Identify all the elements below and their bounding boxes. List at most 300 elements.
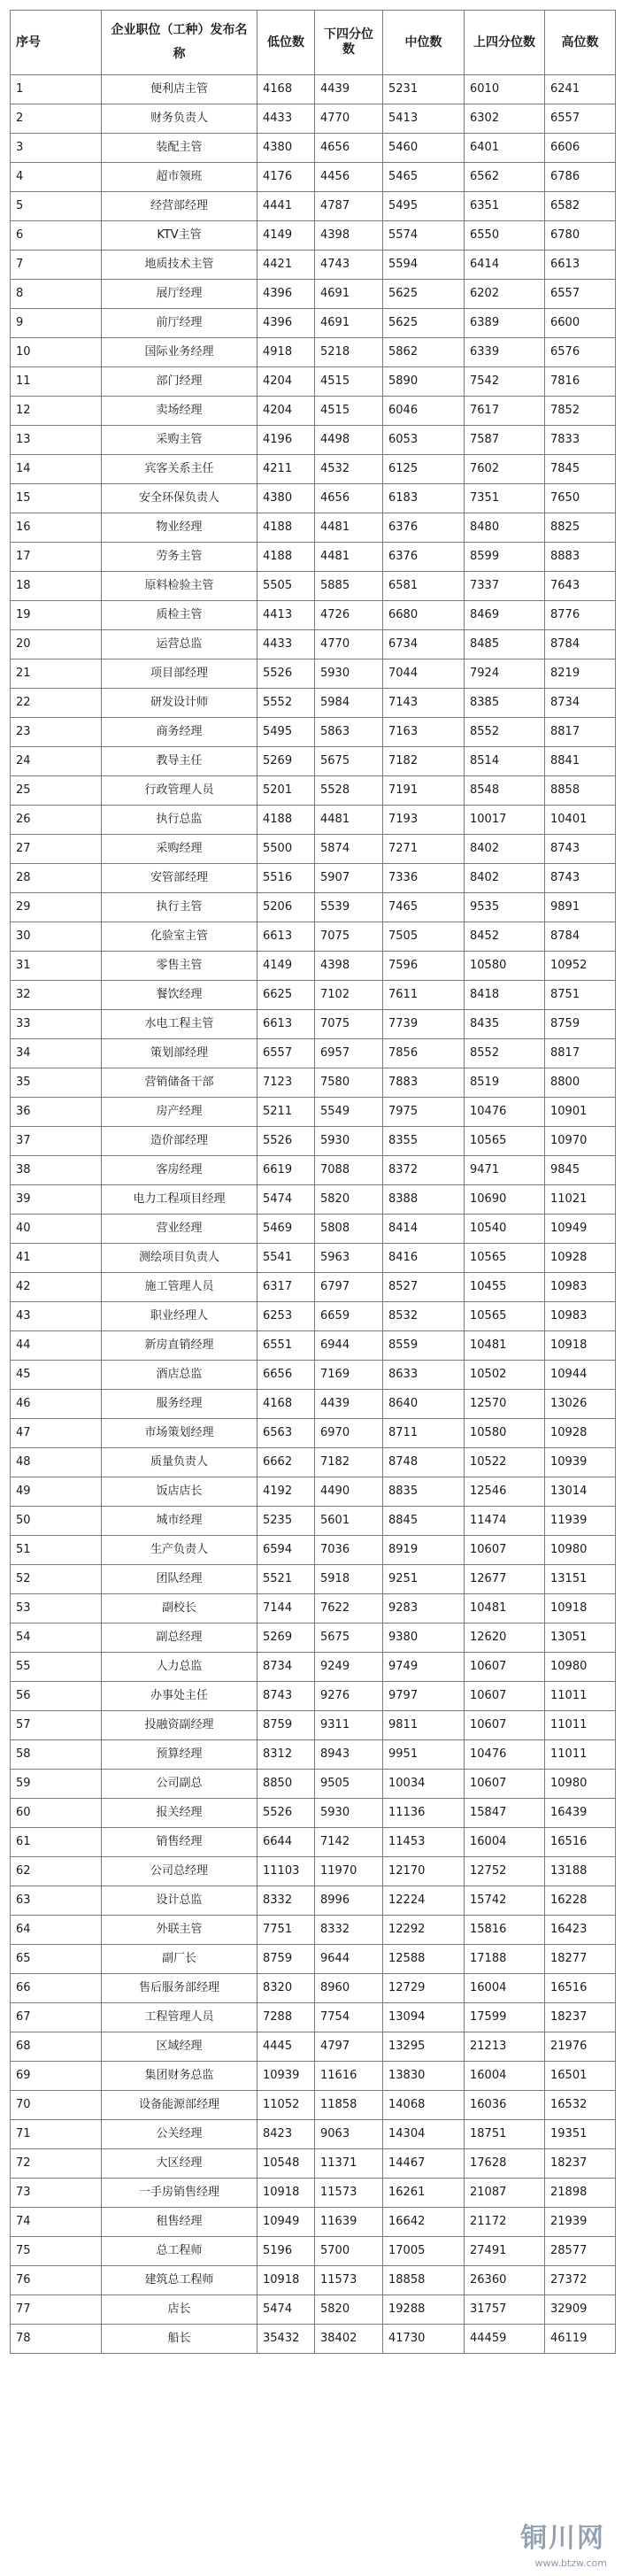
cell-position: 造价部经理 xyxy=(102,1127,257,1156)
cell-low: 4149 xyxy=(257,952,315,981)
cell-index: 7 xyxy=(11,251,102,280)
cell-upper-quartile: 7924 xyxy=(465,659,545,689)
cell-high: 9891 xyxy=(545,893,616,922)
cell-lower-quartile: 4481 xyxy=(315,513,383,543)
cell-low: 6662 xyxy=(257,1448,315,1477)
cell-lower-quartile: 5528 xyxy=(315,776,383,806)
cell-low: 11103 xyxy=(257,1857,315,1886)
cell-lower-quartile: 4515 xyxy=(315,397,383,426)
cell-lower-quartile: 7142 xyxy=(315,1828,383,1857)
table-row xyxy=(11,659,616,689)
cell-lower-quartile: 5549 xyxy=(315,1098,383,1127)
cell-position: 地质技术主管 xyxy=(102,251,257,280)
cell-upper-quartile: 10455 xyxy=(465,1273,545,1302)
cell-high: 10983 xyxy=(545,1273,616,1302)
table-row xyxy=(11,776,616,806)
cell-upper-quartile: 10607 xyxy=(465,1653,545,1682)
cell-median: 11136 xyxy=(383,1799,465,1828)
cell-lower-quartile: 8943 xyxy=(315,1740,383,1770)
cell-upper-quartile: 15742 xyxy=(465,1886,545,1916)
cell-low: 5526 xyxy=(257,659,315,689)
cell-lower-quartile: 4691 xyxy=(315,280,383,309)
cell-lower-quartile: 9311 xyxy=(315,1711,383,1740)
cell-lower-quartile: 8996 xyxy=(315,1886,383,1916)
cell-low: 5269 xyxy=(257,1623,315,1653)
cell-median: 12292 xyxy=(383,1916,465,1945)
cell-high: 8817 xyxy=(545,718,616,747)
cell-low: 4188 xyxy=(257,543,315,572)
cell-high: 8841 xyxy=(545,747,616,776)
table-row xyxy=(11,1331,616,1361)
cell-position: 总工程师 xyxy=(102,2237,257,2266)
cell-low: 6317 xyxy=(257,1273,315,1302)
cell-lower-quartile: 5963 xyxy=(315,1244,383,1273)
table-row xyxy=(11,718,616,747)
cell-high: 16501 xyxy=(545,2062,616,2091)
cell-median: 12224 xyxy=(383,1886,465,1916)
cell-median: 7505 xyxy=(383,922,465,952)
cell-position: 安管部经理 xyxy=(102,864,257,893)
cell-position: 团队经理 xyxy=(102,1565,257,1594)
cell-position: 设计总监 xyxy=(102,1886,257,1916)
cell-median: 9951 xyxy=(383,1740,465,1770)
cell-index: 26 xyxy=(11,806,102,835)
header-high: 高位数 xyxy=(545,11,616,75)
cell-median: 8845 xyxy=(383,1507,465,1536)
cell-index: 3 xyxy=(11,134,102,163)
cell-upper-quartile: 8452 xyxy=(465,922,545,952)
cell-upper-quartile: 10580 xyxy=(465,1419,545,1448)
watermark-url: www.btzw.com xyxy=(534,2557,607,2569)
cell-high: 6582 xyxy=(545,192,616,221)
cell-low: 6656 xyxy=(257,1361,315,1390)
cell-position: 营销储备干部 xyxy=(102,1068,257,1098)
cell-position: 饭店店长 xyxy=(102,1477,257,1507)
cell-upper-quartile: 8548 xyxy=(465,776,545,806)
cell-median: 6581 xyxy=(383,572,465,601)
cell-lower-quartile: 11573 xyxy=(315,2179,383,2208)
cell-upper-quartile: 16004 xyxy=(465,2062,545,2091)
cell-index: 51 xyxy=(11,1536,102,1565)
table-row xyxy=(11,1799,616,1828)
cell-lower-quartile: 7036 xyxy=(315,1536,383,1565)
cell-index: 15 xyxy=(11,484,102,513)
header-position: 企业职位（工种）发布名称 xyxy=(102,11,257,75)
cell-median: 9797 xyxy=(383,1682,465,1711)
cell-index: 75 xyxy=(11,2237,102,2266)
cell-low: 4413 xyxy=(257,601,315,630)
table-body xyxy=(11,75,616,2354)
cell-high: 8219 xyxy=(545,659,616,689)
cell-high: 7845 xyxy=(545,455,616,484)
table-row xyxy=(11,1390,616,1419)
cell-index: 39 xyxy=(11,1185,102,1215)
table-row xyxy=(11,1623,616,1653)
cell-lower-quartile: 4515 xyxy=(315,367,383,397)
cell-high: 6241 xyxy=(545,75,616,104)
cell-index: 49 xyxy=(11,1477,102,1507)
cell-upper-quartile: 6550 xyxy=(465,221,545,251)
cell-low: 4433 xyxy=(257,630,315,659)
cell-median: 5495 xyxy=(383,192,465,221)
cell-lower-quartile: 7102 xyxy=(315,981,383,1010)
cell-median: 8355 xyxy=(383,1127,465,1156)
cell-upper-quartile: 8552 xyxy=(465,718,545,747)
table-row xyxy=(11,1594,616,1623)
cell-lower-quartile: 5808 xyxy=(315,1215,383,1244)
cell-lower-quartile: 5700 xyxy=(315,2237,383,2266)
cell-position: 公司总经理 xyxy=(102,1857,257,1886)
cell-position: 公司副总 xyxy=(102,1770,257,1799)
cell-high: 10952 xyxy=(545,952,616,981)
table-row xyxy=(11,543,616,572)
table-row xyxy=(11,2120,616,2149)
cell-median: 9380 xyxy=(383,1623,465,1653)
cell-upper-quartile: 12546 xyxy=(465,1477,545,1507)
cell-position: 便利店主管 xyxy=(102,75,257,104)
table-row xyxy=(11,1068,616,1098)
cell-position: 设备能源部经理 xyxy=(102,2091,257,2120)
cell-high: 6606 xyxy=(545,134,616,163)
cell-low: 5516 xyxy=(257,864,315,893)
table-row xyxy=(11,1273,616,1302)
table-row xyxy=(11,1361,616,1390)
cell-high: 8883 xyxy=(545,543,616,572)
cell-high: 8858 xyxy=(545,776,616,806)
cell-median: 5862 xyxy=(383,338,465,367)
table-row xyxy=(11,1565,616,1594)
cell-index: 42 xyxy=(11,1273,102,1302)
cell-upper-quartile: 26360 xyxy=(465,2266,545,2295)
table-row xyxy=(11,426,616,455)
cell-upper-quartile: 12752 xyxy=(465,1857,545,1886)
cell-index: 41 xyxy=(11,1244,102,1273)
cell-index: 21 xyxy=(11,659,102,689)
cell-high: 18237 xyxy=(545,2003,616,2032)
table-row xyxy=(11,251,616,280)
cell-position: 预算经理 xyxy=(102,1740,257,1770)
cell-upper-quartile: 12620 xyxy=(465,1623,545,1653)
cell-index: 23 xyxy=(11,718,102,747)
table-row xyxy=(11,2032,616,2062)
cell-low: 4176 xyxy=(257,163,315,192)
cell-median: 11453 xyxy=(383,1828,465,1857)
cell-index: 33 xyxy=(11,1010,102,1039)
cell-high: 10980 xyxy=(545,1770,616,1799)
cell-median: 7336 xyxy=(383,864,465,893)
cell-median: 16642 xyxy=(383,2208,465,2237)
cell-low: 5552 xyxy=(257,689,315,718)
cell-position: 新房直销经理 xyxy=(102,1331,257,1361)
cell-median: 5413 xyxy=(383,104,465,134)
cell-median: 13094 xyxy=(383,2003,465,2032)
cell-low: 10548 xyxy=(257,2149,315,2179)
cell-high: 10949 xyxy=(545,1215,616,1244)
cell-position: 采购主管 xyxy=(102,426,257,455)
cell-upper-quartile: 10502 xyxy=(465,1361,545,1390)
table-row xyxy=(11,1127,616,1156)
table-row xyxy=(11,1770,616,1799)
cell-low: 7288 xyxy=(257,2003,315,2032)
cell-lower-quartile: 5863 xyxy=(315,718,383,747)
cell-lower-quartile: 7169 xyxy=(315,1361,383,1390)
cell-lower-quartile: 4439 xyxy=(315,75,383,104)
table-row xyxy=(11,689,616,718)
cell-median: 9283 xyxy=(383,1594,465,1623)
cell-low: 8423 xyxy=(257,2120,315,2149)
cell-index: 76 xyxy=(11,2266,102,2295)
cell-position: 建筑总工程师 xyxy=(102,2266,257,2295)
cell-upper-quartile: 17188 xyxy=(465,1945,545,1974)
cell-median: 5465 xyxy=(383,163,465,192)
table-row xyxy=(11,1857,616,1886)
cell-low: 4168 xyxy=(257,75,315,104)
cell-upper-quartile: 8480 xyxy=(465,513,545,543)
cell-median: 12729 xyxy=(383,1974,465,2003)
cell-low: 4211 xyxy=(257,455,315,484)
table-row xyxy=(11,1682,616,1711)
cell-high: 8743 xyxy=(545,835,616,864)
cell-low: 11052 xyxy=(257,2091,315,2120)
cell-median: 7856 xyxy=(383,1039,465,1068)
cell-upper-quartile: 10481 xyxy=(465,1594,545,1623)
cell-low: 4421 xyxy=(257,251,315,280)
cell-high: 8743 xyxy=(545,864,616,893)
cell-median: 5574 xyxy=(383,221,465,251)
cell-low: 4918 xyxy=(257,338,315,367)
cell-position: 采购经理 xyxy=(102,835,257,864)
cell-lower-quartile: 5675 xyxy=(315,1623,383,1653)
cell-low: 5211 xyxy=(257,1098,315,1127)
cell-high: 11021 xyxy=(545,1185,616,1215)
cell-lower-quartile: 11616 xyxy=(315,2062,383,2091)
cell-low: 4204 xyxy=(257,397,315,426)
table-row xyxy=(11,835,616,864)
table-row xyxy=(11,630,616,659)
cell-lower-quartile: 7182 xyxy=(315,1448,383,1477)
cell-lower-quartile: 7088 xyxy=(315,1156,383,1185)
cell-lower-quartile: 9063 xyxy=(315,2120,383,2149)
cell-position: 区域经理 xyxy=(102,2032,257,2062)
cell-median: 7271 xyxy=(383,835,465,864)
watermark-logo-text: 铜川网 xyxy=(520,2523,605,2554)
cell-lower-quartile: 5601 xyxy=(315,1507,383,1536)
cell-lower-quartile: 4743 xyxy=(315,251,383,280)
cell-lower-quartile: 11639 xyxy=(315,2208,383,2237)
table-header-row xyxy=(11,11,616,75)
cell-median: 19288 xyxy=(383,2295,465,2325)
cell-high: 32909 xyxy=(545,2295,616,2325)
cell-position: 国际业务经理 xyxy=(102,338,257,367)
cell-low: 6613 xyxy=(257,1010,315,1039)
cell-high: 7643 xyxy=(545,572,616,601)
cell-lower-quartile: 4481 xyxy=(315,806,383,835)
cell-index: 11 xyxy=(11,367,102,397)
cell-upper-quartile: 21213 xyxy=(465,2032,545,2062)
cell-upper-quartile: 10540 xyxy=(465,1215,545,1244)
cell-low: 6253 xyxy=(257,1302,315,1331)
cell-low: 5474 xyxy=(257,2295,315,2325)
cell-lower-quartile: 4656 xyxy=(315,134,383,163)
cell-upper-quartile: 6351 xyxy=(465,192,545,221)
cell-position: 原料检验主管 xyxy=(102,572,257,601)
cell-median: 12588 xyxy=(383,1945,465,1974)
cell-index: 77 xyxy=(11,2295,102,2325)
cell-low: 35432 xyxy=(257,2325,315,2354)
cell-high: 6557 xyxy=(545,104,616,134)
cell-position: 部门经理 xyxy=(102,367,257,397)
cell-position: 宾客关系主任 xyxy=(102,455,257,484)
cell-high: 8751 xyxy=(545,981,616,1010)
cell-high: 6786 xyxy=(545,163,616,192)
cell-lower-quartile: 5218 xyxy=(315,338,383,367)
cell-position: KTV主管 xyxy=(102,221,257,251)
table-row xyxy=(11,952,616,981)
cell-position: 行政管理人员 xyxy=(102,776,257,806)
cell-upper-quartile: 6401 xyxy=(465,134,545,163)
cell-position: 餐饮经理 xyxy=(102,981,257,1010)
cell-position: 房产经理 xyxy=(102,1098,257,1127)
cell-high: 16423 xyxy=(545,1916,616,1945)
cell-median: 8527 xyxy=(383,1273,465,1302)
cell-position: 大区经理 xyxy=(102,2149,257,2179)
cell-low: 5235 xyxy=(257,1507,315,1536)
cell-low: 7144 xyxy=(257,1594,315,1623)
cell-low: 4396 xyxy=(257,309,315,338)
cell-position: 城市经理 xyxy=(102,1507,257,1536)
cell-high: 18237 xyxy=(545,2149,616,2179)
cell-upper-quartile: 11474 xyxy=(465,1507,545,1536)
cell-upper-quartile: 10565 xyxy=(465,1302,545,1331)
cell-index: 44 xyxy=(11,1331,102,1361)
cell-low: 6563 xyxy=(257,1419,315,1448)
cell-low: 5206 xyxy=(257,893,315,922)
cell-high: 11011 xyxy=(545,1740,616,1770)
cell-low: 5201 xyxy=(257,776,315,806)
cell-index: 6 xyxy=(11,221,102,251)
cell-upper-quartile: 7602 xyxy=(465,455,545,484)
cell-low: 4380 xyxy=(257,134,315,163)
cell-upper-quartile: 17628 xyxy=(465,2149,545,2179)
cell-high: 6557 xyxy=(545,280,616,309)
cell-index: 8 xyxy=(11,280,102,309)
cell-lower-quartile: 4797 xyxy=(315,2032,383,2062)
table-row xyxy=(11,134,616,163)
cell-index: 22 xyxy=(11,689,102,718)
table-row xyxy=(11,309,616,338)
cell-low: 8743 xyxy=(257,1682,315,1711)
table-row xyxy=(11,2325,616,2354)
cell-lower-quartile: 11371 xyxy=(315,2149,383,2179)
cell-high: 10939 xyxy=(545,1448,616,1477)
table-row xyxy=(11,2295,616,2325)
cell-median: 8835 xyxy=(383,1477,465,1507)
cell-position: 副总经理 xyxy=(102,1623,257,1653)
table-row xyxy=(11,601,616,630)
cell-index: 61 xyxy=(11,1828,102,1857)
cell-index: 35 xyxy=(11,1068,102,1098)
cell-index: 4 xyxy=(11,163,102,192)
table-row xyxy=(11,1945,616,1974)
header-low: 低位数 xyxy=(257,11,315,75)
cell-low: 4204 xyxy=(257,367,315,397)
cell-upper-quartile: 8469 xyxy=(465,601,545,630)
cell-high: 10928 xyxy=(545,1244,616,1273)
table-row xyxy=(11,1974,616,2003)
cell-median: 6053 xyxy=(383,426,465,455)
cell-index: 78 xyxy=(11,2325,102,2354)
cell-median: 9811 xyxy=(383,1711,465,1740)
cell-low: 5526 xyxy=(257,1127,315,1156)
cell-position: 售后服务部经理 xyxy=(102,1974,257,2003)
cell-median: 13830 xyxy=(383,2062,465,2091)
table-row xyxy=(11,338,616,367)
table-row xyxy=(11,1507,616,1536)
cell-median: 6183 xyxy=(383,484,465,513)
cell-median: 14068 xyxy=(383,2091,465,2120)
cell-low: 6557 xyxy=(257,1039,315,1068)
cell-upper-quartile: 12677 xyxy=(465,1565,545,1594)
cell-high: 16516 xyxy=(545,1828,616,1857)
cell-lower-quartile: 9644 xyxy=(315,1945,383,1974)
table-row xyxy=(11,1477,616,1507)
cell-upper-quartile: 10690 xyxy=(465,1185,545,1215)
cell-position: 卖场经理 xyxy=(102,397,257,426)
cell-upper-quartile: 6562 xyxy=(465,163,545,192)
cell-median: 7611 xyxy=(383,981,465,1010)
cell-position: 人力总监 xyxy=(102,1653,257,1682)
cell-index: 48 xyxy=(11,1448,102,1477)
table-row xyxy=(11,1653,616,1682)
cell-upper-quartile: 8418 xyxy=(465,981,545,1010)
cell-index: 46 xyxy=(11,1390,102,1419)
cell-index: 19 xyxy=(11,601,102,630)
cell-median: 8748 xyxy=(383,1448,465,1477)
cell-upper-quartile: 8402 xyxy=(465,864,545,893)
cell-lower-quartile: 5820 xyxy=(315,1185,383,1215)
cell-median: 7191 xyxy=(383,776,465,806)
cell-index: 45 xyxy=(11,1361,102,1390)
cell-upper-quartile: 6389 xyxy=(465,309,545,338)
cell-low: 10949 xyxy=(257,2208,315,2237)
table-row xyxy=(11,513,616,543)
cell-position: 电力工程项目经理 xyxy=(102,1185,257,1215)
cell-upper-quartile: 8435 xyxy=(465,1010,545,1039)
cell-lower-quartile: 5539 xyxy=(315,893,383,922)
cell-position: 水电工程主管 xyxy=(102,1010,257,1039)
cell-lower-quartile: 5930 xyxy=(315,1127,383,1156)
table-row xyxy=(11,1536,616,1565)
cell-index: 59 xyxy=(11,1770,102,1799)
cell-position: 策划部经理 xyxy=(102,1039,257,1068)
cell-index: 28 xyxy=(11,864,102,893)
cell-index: 60 xyxy=(11,1799,102,1828)
cell-median: 14304 xyxy=(383,2120,465,2149)
cell-index: 31 xyxy=(11,952,102,981)
cell-upper-quartile: 6202 xyxy=(465,280,545,309)
cell-lower-quartile: 4398 xyxy=(315,221,383,251)
table-row xyxy=(11,1419,616,1448)
cell-median: 6680 xyxy=(383,601,465,630)
site-watermark xyxy=(497,2523,621,2572)
cell-index: 57 xyxy=(11,1711,102,1740)
cell-upper-quartile: 10607 xyxy=(465,1536,545,1565)
cell-position: 执行主管 xyxy=(102,893,257,922)
cell-median: 14467 xyxy=(383,2149,465,2179)
cell-median: 9251 xyxy=(383,1565,465,1594)
cell-low: 5196 xyxy=(257,2237,315,2266)
cell-low: 10918 xyxy=(257,2179,315,2208)
